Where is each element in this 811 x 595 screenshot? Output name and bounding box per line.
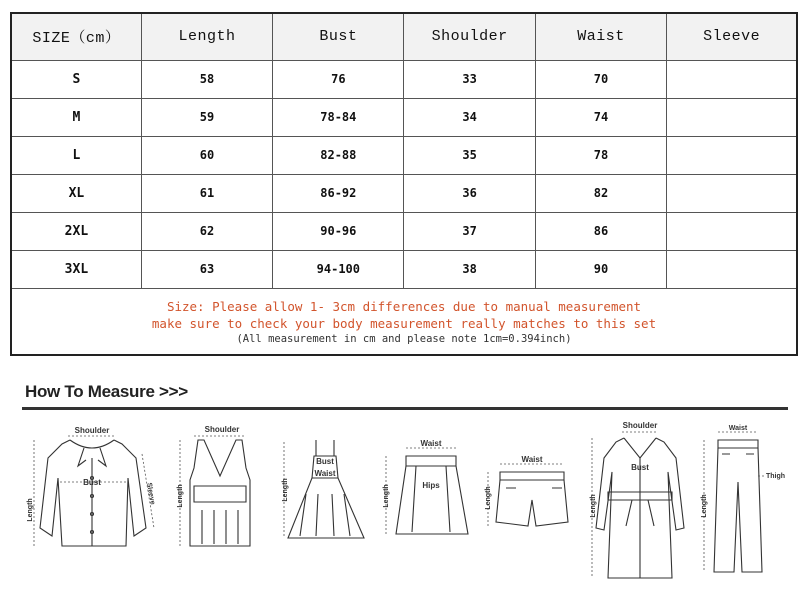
- note-line-3: (All measurement in cm and please note 1cm=0.394inch): [236, 332, 572, 345]
- cell-length: 63: [141, 250, 272, 288]
- cell-length: 61: [141, 174, 272, 212]
- label-length: Length: [485, 486, 492, 510]
- size-chart-table: [10, 12, 798, 356]
- dress-illustration: [276, 434, 372, 554]
- label-length: Length: [282, 478, 289, 502]
- table-row: [11, 174, 797, 212]
- label-waist: Waist: [521, 455, 543, 464]
- skirt-illustration: [376, 434, 476, 554]
- cell-waist: 86: [535, 212, 666, 250]
- cell-shoulder: 35: [404, 136, 535, 174]
- cell-shoulder: 36: [404, 174, 535, 212]
- label-length: Length: [27, 498, 34, 522]
- note-line-1: Size: Please allow 1- 3cm differences due to manual measurement: [166, 298, 642, 314]
- cell-sleeve: [667, 60, 797, 98]
- cell-length: 60: [141, 136, 272, 174]
- cell-waist: 78: [535, 136, 666, 174]
- label-bust: Bust: [631, 463, 649, 472]
- note-row: [11, 288, 797, 355]
- cell-shoulder: 37: [404, 212, 535, 250]
- cell-bust: 76: [273, 60, 404, 98]
- cell-sleeve: [667, 98, 797, 136]
- cell-bust: 78-84: [273, 98, 404, 136]
- cell-waist: 74: [535, 98, 666, 136]
- cell-length: 59: [141, 98, 272, 136]
- header-size: SIZE（cm）: [11, 13, 141, 60]
- cell-shoulder: 33: [404, 60, 535, 98]
- label-hips: Hips: [422, 481, 440, 490]
- title-divider: [22, 407, 788, 410]
- label-length: Length: [177, 484, 184, 508]
- header-sleeve: Sleeve: [667, 13, 797, 60]
- blouse-illustration: [22, 418, 162, 558]
- label-bust: Bust: [83, 478, 101, 487]
- header-shoulder: Shoulder: [404, 13, 535, 60]
- note-line-2: make sure to check your body measurement really matches to this set: [151, 315, 657, 331]
- label-length: Length: [383, 484, 390, 508]
- how-to-measure-title: How To Measure >>>: [25, 382, 188, 401]
- shorts-illustration: [478, 452, 578, 542]
- cell-size: M: [11, 98, 141, 136]
- table-row: [11, 98, 797, 136]
- label-shoulder: Shoulder: [74, 426, 110, 435]
- pants-illustration: [694, 422, 794, 582]
- label-thigh: Thigh: [766, 473, 786, 480]
- cell-size: 2XL: [11, 212, 141, 250]
- cell-length: 58: [141, 60, 272, 98]
- cell-size: XL: [11, 174, 141, 212]
- header-waist: Waist: [535, 13, 666, 60]
- label-bust: Bust: [316, 457, 334, 466]
- cell-waist: 70: [535, 60, 666, 98]
- table-row: [11, 60, 797, 98]
- table-header-row: [11, 13, 797, 60]
- header-bust: Bust: [273, 13, 404, 60]
- cell-waist: 82: [535, 174, 666, 212]
- label-length: Length: [590, 494, 597, 518]
- measurement-note: [11, 288, 797, 355]
- cell-bust: 86-92: [273, 174, 404, 212]
- measurement-illustrations: [0, 412, 811, 592]
- cell-sleeve: [667, 136, 797, 174]
- label-shoulder: Shoulder: [622, 421, 658, 430]
- label-length: Length: [701, 494, 708, 518]
- cell-sleeve: [667, 174, 797, 212]
- header-length: Length: [141, 13, 272, 60]
- label-shoulder: Shoulder: [204, 425, 240, 434]
- label-waist: Waist: [420, 439, 442, 448]
- label-sleeve: Sleeve: [145, 482, 156, 506]
- cell-waist: 90: [535, 250, 666, 288]
- cell-size: L: [11, 136, 141, 174]
- cell-shoulder: 34: [404, 98, 535, 136]
- cell-shoulder: 38: [404, 250, 535, 288]
- cell-bust: 82-88: [273, 136, 404, 174]
- label-waist: Waist: [728, 425, 748, 432]
- cell-size: S: [11, 60, 141, 98]
- cell-length: 62: [141, 212, 272, 250]
- label-waist: Waist: [314, 469, 336, 478]
- cell-bust: 90-96: [273, 212, 404, 250]
- cell-bust: 94-100: [273, 250, 404, 288]
- table-row: [11, 212, 797, 250]
- tank-top-illustration: [170, 418, 270, 558]
- table-row: [11, 136, 797, 174]
- cell-sleeve: [667, 250, 797, 288]
- table-row: [11, 250, 797, 288]
- cell-sleeve: [667, 212, 797, 250]
- trench-coat-illustration: [586, 418, 690, 588]
- cell-size: 3XL: [11, 250, 141, 288]
